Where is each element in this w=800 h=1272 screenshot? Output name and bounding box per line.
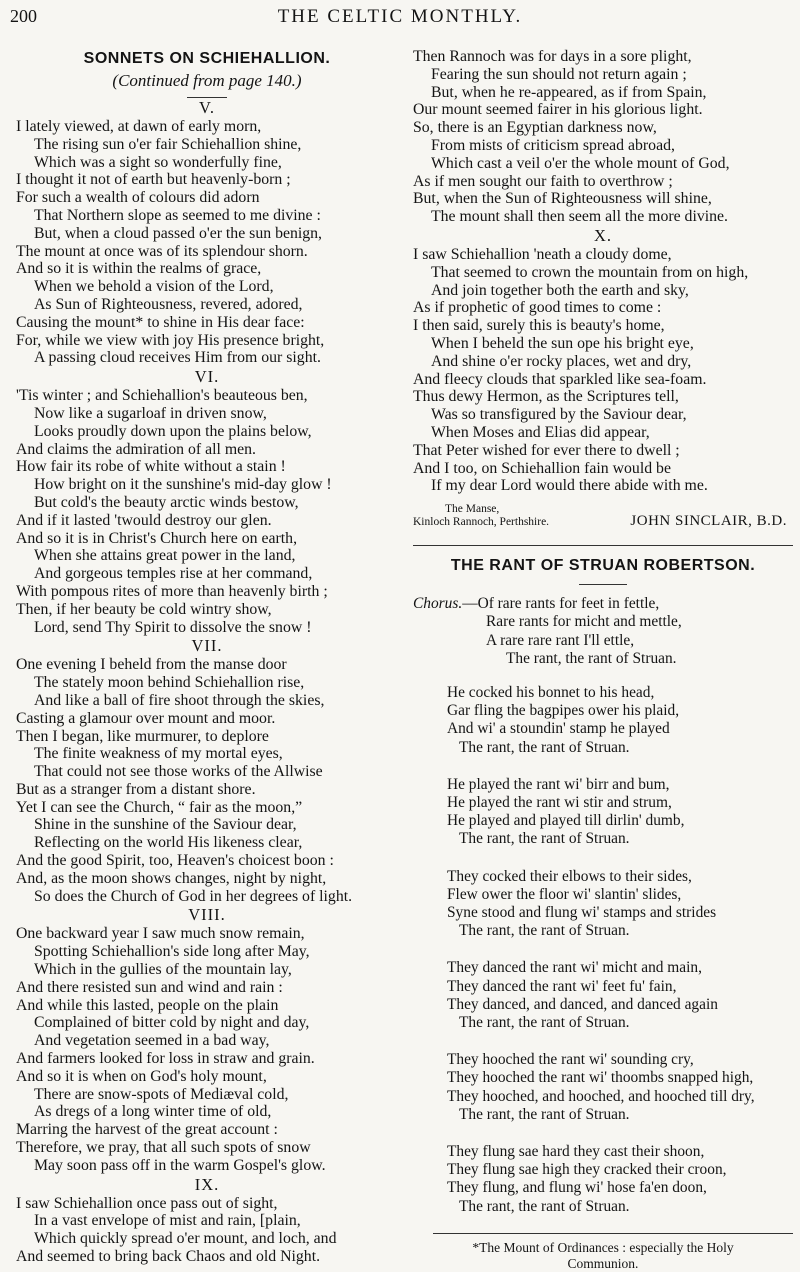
- poem-line: When Moses and Elias did appear,: [431, 423, 650, 441]
- poem-line: But, when he re-appeared, as if from Spain,: [431, 83, 707, 101]
- poem-line: There are snow-spots of Mediæval cold,: [34, 1085, 289, 1103]
- rant-line: He played the rant wi stir and strum,: [447, 793, 672, 811]
- poem-line: From mists of criticism spread abroad,: [431, 136, 675, 154]
- poem-line: But, when a cloud passed o'er the sun benign,: [34, 224, 323, 242]
- poem-line: One backward year I saw much snow remain,: [16, 925, 305, 943]
- poem-line: Therefore, we pray, that all such spots of snow: [16, 1139, 311, 1157]
- footnote-line-1: *The Mount of Ordinances : especially the Holy: [472, 1239, 734, 1255]
- poem-line: When we behold a vision of the Lord,: [34, 278, 274, 296]
- poem-line: In a vast envelope of mist and rain, [plain,: [34, 1212, 301, 1230]
- rant-line: The rant, the rant of Struan.: [459, 738, 630, 756]
- chorus-line: A rare rare rant I'll ettle,: [486, 631, 635, 649]
- rant-body: [413, 595, 793, 1216]
- right-column: [413, 48, 793, 1272]
- sonnets-left-body: [16, 98, 398, 1266]
- rant-line: The rant, the rant of Struan.: [459, 1197, 630, 1215]
- poem-line: But cold's the beauty arctic winds bestow,: [34, 493, 299, 511]
- poem-line: I saw Schiehallion once pass out of sight,: [16, 1194, 278, 1212]
- continued-note: (Continued from page 140.): [112, 71, 302, 90]
- rant-stanza: [413, 1051, 793, 1124]
- poem-line: Was so transfigured by the Saviour dear,: [431, 406, 687, 424]
- poem-line: May soon pass off in the warm Gospel's glow.: [34, 1156, 326, 1174]
- place-line-2: Kinloch Rannoch, Perthshire.: [413, 516, 550, 529]
- sonnet-numeral: X.: [593, 225, 613, 245]
- sonnet-numeral: V.: [199, 98, 215, 117]
- left-column: [16, 48, 398, 1266]
- rant-line: The rant, the rant of Struan.: [459, 1013, 630, 1031]
- rant-stanza: [413, 1143, 793, 1216]
- chorus-line: The rant, the rant of Struan.: [506, 649, 677, 667]
- sonnet-numeral: VIII.: [188, 905, 226, 925]
- poem-line: And farmers looked for loss in straw and grain.: [16, 1050, 315, 1068]
- poem-line: The stately moon behind Schiehallion rise,: [34, 674, 305, 692]
- poem-line: How fair its robe of white without a stain !: [16, 458, 286, 476]
- poem-line: And, as the moon shows changes, night by night,: [16, 869, 327, 887]
- poem-line: Which was a sight so wonderfully fine,: [34, 153, 282, 171]
- rant-line: They flung, and flung wi' hose fa'en doon,: [447, 1179, 707, 1197]
- poem-line: How bright on it the sunshine's mid-day glow !: [34, 476, 332, 494]
- footnote-line-2: Communion.: [567, 1255, 639, 1271]
- footnote-rule: [433, 1233, 793, 1234]
- poem-line: And gorgeous temples rise at her command,: [34, 565, 313, 583]
- poem-line: I saw Schiehallion 'neath a cloudy dome,: [413, 245, 672, 263]
- poem-line: And so it is in Christ's Church here on earth,: [16, 529, 298, 547]
- rant-title-rule: [579, 584, 627, 585]
- poem-line: Causing the mount* to shine in His dear face:: [16, 313, 305, 331]
- poem-line: But as a stranger from a distant shore.: [16, 780, 256, 798]
- sonnets-title: SONNETS ON SCHIEHALLION.: [83, 50, 331, 67]
- poem-line: And there resisted sun and wind and rain :: [16, 978, 283, 996]
- poem-line: With pompous rites of more than heavenly birth ;: [16, 582, 328, 600]
- poem-line: But, when the Sun of Righteousness will shine,: [413, 190, 712, 208]
- rant-line: Syne stood and flung wi' stamps and strides: [447, 903, 717, 921]
- rant-line: They danced the rant wi' feet fu' fain,: [447, 977, 677, 995]
- rant-line: They hooched, and hooched, and hooched till dry,: [447, 1087, 755, 1105]
- poem-line: 'Tis winter ; and Schiehallion's beauteous ben,: [16, 387, 308, 405]
- poem-line: That Peter wished for ever there to dwell ;: [413, 441, 680, 459]
- poem-line: Our mount seemed fairer in his glorious light.: [413, 101, 703, 119]
- sonnets-right-body: [413, 48, 793, 495]
- chorus-line: Rare rants for micht and mettle,: [486, 613, 682, 631]
- rant-stanza: [413, 868, 793, 941]
- sonnet-numeral: VI.: [194, 367, 220, 387]
- poem-line: Looks proudly down upon the plains below,: [34, 422, 312, 440]
- rant-line: The rant, the rant of Struan.: [459, 1105, 630, 1123]
- poem-line: And claims the admiration of all men.: [16, 440, 256, 458]
- rant-line: Flew ower the floor wi' slantin' slides,: [447, 885, 682, 903]
- rant-line: The rant, the rant of Struan.: [459, 922, 630, 940]
- poem-line: One evening I beheld from the manse door: [16, 656, 287, 674]
- poem-line: So does the Church of God in her degrees of light.: [34, 887, 353, 905]
- poem-line: And join together both the earth and sky,: [431, 281, 689, 299]
- poem-line: Yet I can see the Church, “ fair as the moon,”: [16, 798, 303, 816]
- rant-title: THE RANT OF STRUAN ROBERTSON.: [450, 557, 756, 575]
- place-line-1: The Manse,: [445, 503, 500, 516]
- poem-line: I thought it not of earth but heavenly-born ;: [16, 171, 291, 189]
- poem-line: And the good Spirit, too, Heaven's choicest boon :: [16, 852, 334, 870]
- signature-block: [413, 503, 793, 535]
- poem-line: And shine o'er rocky places, wet and dry,: [431, 352, 692, 370]
- poem-line: Then Rannoch was for days in a sore plight,: [413, 48, 692, 65]
- sonnet-numeral: IX.: [194, 1174, 220, 1194]
- poem-line: A passing cloud receives Him from our sight.: [34, 349, 321, 367]
- poem-line: I then said, surely this is beauty's home,: [413, 317, 665, 335]
- poem-line: The mount at once was of its splendour shorn.: [16, 242, 308, 260]
- poem-line: Lord, send Thy Spirit to dissolve the snow !: [34, 618, 312, 636]
- poem-line: I lately viewed, at dawn of early morn,: [16, 118, 262, 135]
- chorus: [413, 595, 793, 668]
- rant-stanza: [413, 959, 793, 1032]
- poem-line: Which cast a veil o'er the whole mount of God,: [431, 154, 730, 172]
- poem-line: Then, if her beauty be cold wintry show,: [16, 600, 272, 618]
- rant-stanza: [413, 684, 793, 757]
- poem-line: As Sun of Righteousness, revered, adored,: [34, 295, 303, 313]
- poem-line: Then I began, like murmurer, to deplore: [16, 727, 269, 745]
- poem-line: Shine in the sunshine of the Saviour dear,: [34, 816, 297, 834]
- signature-author: JOHN SINCLAIR, B.D.: [630, 513, 787, 530]
- poem-line: Reflecting on the world His likeness clear,: [34, 834, 303, 852]
- poem-line: The finite weakness of my mortal eyes,: [34, 745, 283, 763]
- running-header: [0, 4, 800, 34]
- poem-line: And like a ball of fire shoot through the skies,: [34, 691, 325, 709]
- rant-line: They hooched the rant wi' sounding cry,: [447, 1051, 694, 1069]
- poem-line: Thus dewy Hermon, as the Scriptures tell,: [413, 388, 679, 406]
- journal-title: THE CELTIC MONTHLY.: [277, 6, 523, 27]
- signature-place: [413, 503, 549, 529]
- chorus-label: Chorus.: [413, 595, 463, 613]
- poem-line: That Northern slope as seemed to me divine :: [34, 206, 321, 224]
- poem-line: And so it is when on God's holy mount,: [16, 1067, 267, 1085]
- poem-line: Marring the harvest of the great account :: [16, 1121, 278, 1139]
- poem-line: Spotting Schiehallion's side long after May,: [34, 943, 310, 961]
- poem-line: That could not see those works of the Allwise: [34, 763, 323, 781]
- sonnet-numeral: VII.: [191, 636, 223, 656]
- rant-line: He played the rant wi' birr and bum,: [447, 775, 670, 793]
- poem-line: Fearing the sun should not return again ;: [431, 65, 687, 83]
- rant-line: And wi' a stoundin' stamp he played: [447, 720, 670, 738]
- poem-line: As if men sought our faith to overthrow ;: [413, 172, 673, 190]
- rant-line: They flung sae hard they cast their shoon,: [447, 1143, 705, 1160]
- poem-line: And if it lasted 'twould destroy our glen.: [16, 511, 272, 529]
- poem-line: For such a wealth of colours did adorn: [16, 189, 260, 207]
- poem-line: And fleecy clouds that sparkled like sea-foam.: [413, 370, 707, 388]
- rant-line: He played and played till dirlin' dumb,: [447, 812, 685, 830]
- poem-line: So, there is an Egyptian darkness now,: [413, 119, 657, 137]
- rant-line: They hooched the rant wi' thoombs snapped high,: [447, 1069, 754, 1087]
- poem-line: And I too, on Schiehallion fain would be: [413, 459, 671, 477]
- poem-line: Now like a sugarloaf in driven snow,: [34, 404, 267, 422]
- rant-stanza: [413, 776, 793, 849]
- section-rule: [413, 545, 793, 546]
- rant-line: He cocked his bonnet to his head,: [447, 683, 655, 701]
- rant-line: Gar fling the bagpipes ower his plaid,: [447, 702, 680, 720]
- poem-line: And so it is within the realms of grace,: [16, 260, 262, 278]
- poem-line: Casting a glamour over mount and moor.: [16, 709, 276, 727]
- poem-line: If my dear Lord would there abide with me.: [431, 477, 708, 495]
- poem-line: As if prophetic of good times to come :: [413, 299, 662, 317]
- poem-line: The rising sun o'er fair Schiehallion shine,: [34, 135, 302, 153]
- chorus-line: [413, 595, 793, 613]
- poem-line: That seemed to crown the mountain from on high,: [431, 263, 749, 281]
- poem-line: And while this lasted, people on the plain: [16, 996, 279, 1014]
- rant-line: They danced the rant wi' micht and main,: [447, 959, 702, 977]
- poem-line: When she attains great power in the land,: [34, 547, 296, 565]
- rant-line: They flung sae high they cracked their croon,: [447, 1161, 727, 1179]
- poem-line: Complained of bitter cold by night and day,: [34, 1014, 310, 1032]
- poem-line: And vegetation seemed in a bad way,: [34, 1032, 270, 1050]
- page-number: 200: [10, 6, 37, 26]
- poem-line: When I beheld the sun ope his bright eye,: [431, 334, 694, 352]
- footnote: [413, 1240, 793, 1272]
- chorus-text: —Of rare rants for feet in fettle,: [462, 595, 660, 613]
- rant-line: They cocked their elbows to their sides,: [447, 867, 692, 885]
- poem-line: Which quickly spread o'er mount, and loch, and: [34, 1230, 337, 1248]
- poem-line: As dregs of a long winter time of old,: [34, 1103, 272, 1121]
- poem-line: For, while we view with joy His presence bright,: [16, 331, 325, 349]
- rant-line: The rant, the rant of Struan.: [459, 830, 630, 848]
- poem-line: Which in the gullies of the mountain lay,: [34, 961, 292, 979]
- poem-line: And seemed to bring back Chaos and old Night.: [16, 1248, 321, 1266]
- poem-line: The mount shall then seem all the more divine.: [431, 208, 728, 226]
- rant-line: They danced, and danced, and danced again: [447, 995, 718, 1013]
